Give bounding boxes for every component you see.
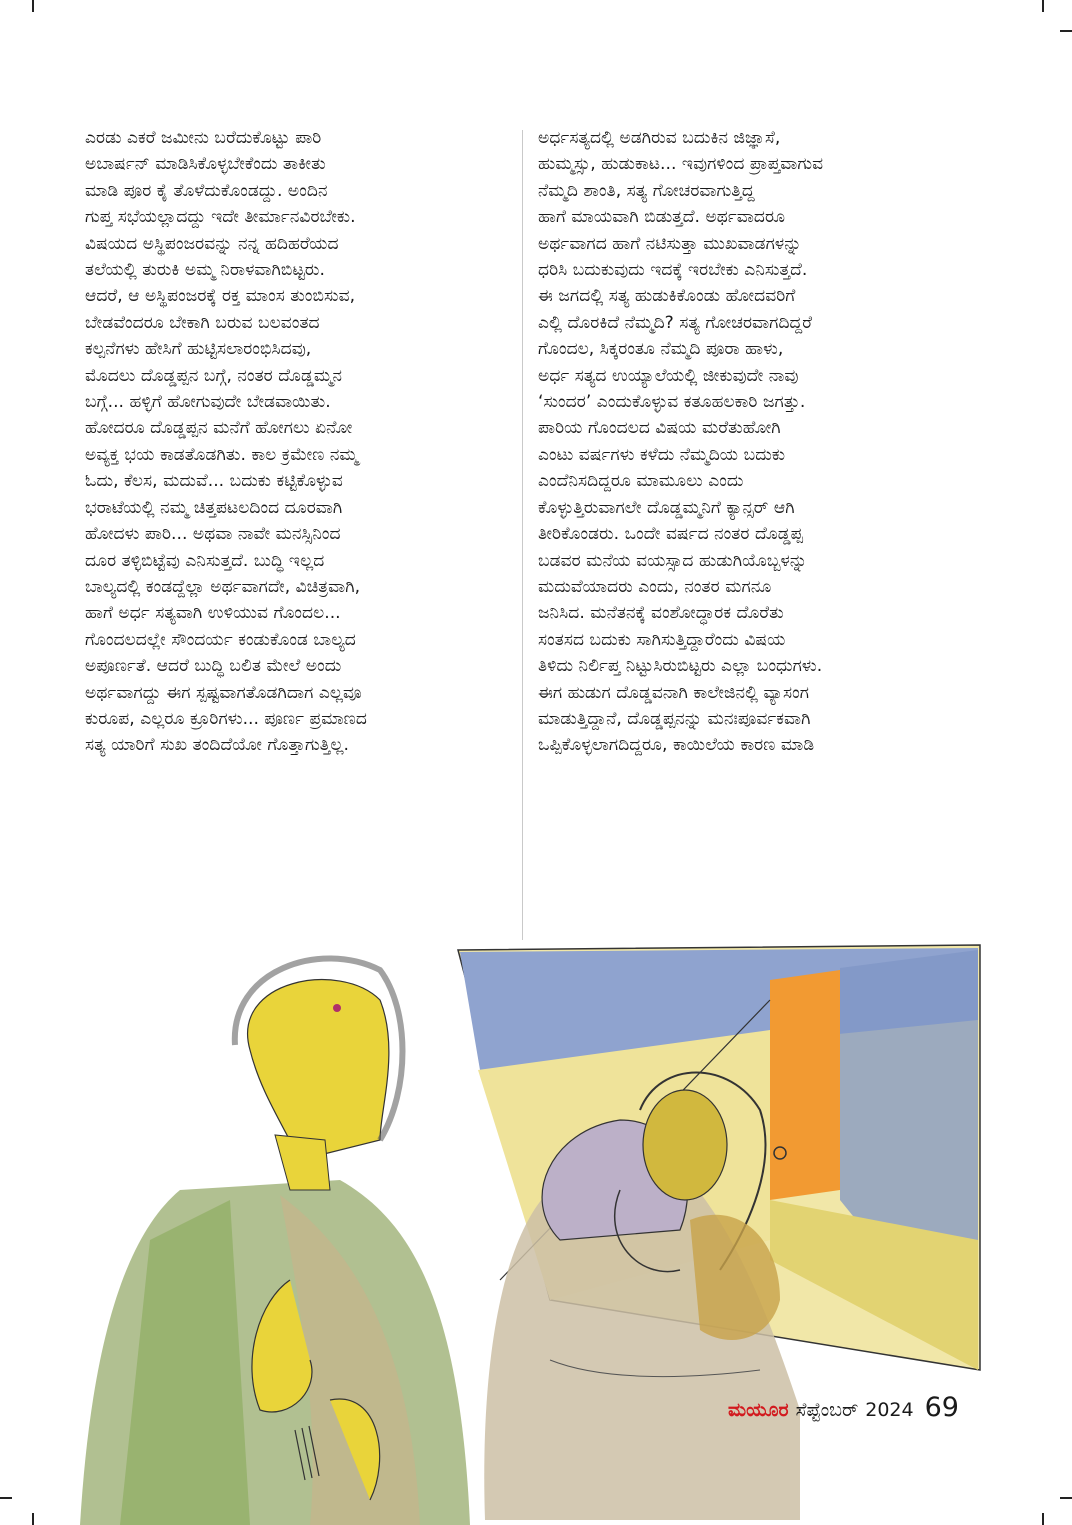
text-line: ಕಲ್ಪನೆಗಳು ಹೇಸಿಗೆ ಹುಟ್ಟಿಸಲಾರಂಭಿಸಿದವು, [85,339,312,360]
text-line: ದೂರ ತಳ್ಳಿಬಿಟ್ಟೆವು ಎನಿಸುತ್ತದೆ. ಬುದ್ಧಿ ಇಲ್ಲದ [85,550,325,571]
text-line: ಹೋದಳು ಪಾರಿ... ಅಥವಾ ನಾವೇ ಮನಸ್ಸಿನಿಂದ [85,524,341,545]
text-line: ಮದುವೆಯಾದರು ಎಂದು, ನಂತರ ಮಗನೂ [538,576,772,597]
text-line: ಜನಿಸಿದ. ಮನೆತನಕ್ಕೆ ವಂಶೋದ್ಧಾರಕ ದೊರೆತು [538,603,784,624]
crop-mark-right-upper [1060,30,1072,32]
text-line: ತಿಳಿದು ನಿರ್ಲಿಪ್ತ ನಿಟ್ಟುಸಿರುಬಿಟ್ಟರು ಎಲ್ಲಾ ಬಂಧುಗಳು. [538,656,823,677]
text-line: ಅರ್ಥವಾಗದ ಹಾಗೆ ನಟಿಸುತ್ತಾ ಮುಖವಾಡಗಳನ್ನು [538,233,802,254]
column-divider [522,130,523,940]
text-line: ಬಡವರ ಮನೆಯ ವಯಸ್ಸಾದ ಹುಡುಗಿಯೊಬ್ಬಳನ್ನು [538,550,808,571]
text-line: ಅರ್ಥವಾಗದ್ದು ಈಗ ಸ್ಪಷ್ಟವಾಗತೊಡಗಿದಾಗ ಎಲ್ಲವೂ [85,682,362,703]
crop-mark-bottom-left [32,1513,34,1525]
crop-mark-left-lower [0,1497,12,1499]
text-line: ಎರಡು ಎಕರೆ ಜಮೀನು ಬರೆದುಕೊಟ್ಟು ಪಾರಿ [85,128,322,148]
text-line: ಒಪ್ಪಿಕೊಳ್ಳಲಾಗದಿದ್ದರೂ, ಕಾಯಿಲೆಯ ಕಾರಣ ಮಾಡಿ [538,735,815,756]
text-line: ಗುಪ್ತ ಸಭೆಯಲ್ಲಾದದ್ದು ಇದೇ ತೀರ್ಮಾನವಿರಬೇಕು. [85,207,356,228]
text-line: ಈ ಜಗದಲ್ಲಿ ಸತ್ಯ ಹುಡುಕಿಕೊಂಡು ಹೋದವರಿಗೆ [538,286,796,307]
crop-mark-top-right [1042,0,1044,12]
page-number: 69 [924,1392,959,1423]
text-line: ಹಾಗೆ ಅರ್ಧ ಸತ್ಯವಾಗಿ ಉಳಿಯುವ ಗೊಂದಲ... [85,603,341,624]
text-line: ನೆಮ್ಮದಿ ಶಾಂತಿ, ಸತ್ಯ ಗೋಚರವಾಗುತ್ತಿದ್ದ [538,180,755,201]
issue-month: ಸೆಪ್ಟೆಂಬರ್ [795,1399,859,1421]
text-line: ಹುಮ್ಮಸ್ಸು, ಹುಡುಕಾಟ... ಇವುಗಳಿಂದ ಪ್ರಾಪ್ತವಾಗುವ [538,154,824,175]
text-line: ಸತ್ಯ ಯಾರಿಗೆ ಸುಖ ತಂದಿದೆಯೋ ಗೊತ್ತಾಗುತ್ತಿಲ್ಲ. [85,735,350,756]
text-line: ಹಾಗೆ ಮಾಯವಾಗಿ ಬಿಡುತ್ತದೆ. ಅರ್ಥವಾದರೂ [538,207,786,228]
text-line: ಆದರೆ, ಆ ಅಸ್ಥಿಪಂಜರಕ್ಕೆ ರಕ್ತ ಮಾಂಸ ತುಂಬಿಸುವ, [85,286,356,307]
text-line: ಬಾಲ್ಯದಲ್ಲಿ ಕಂಡದ್ದೆಲ್ಲಾ ಅರ್ಥವಾಗದೇ, ವಿಚಿತ್ರವಾಗಿ, [85,576,361,597]
text-line: ಕುರೂಪ, ಎಲ್ಲರೂ ಕ್ರೂರಿಗಳು... ಪೂರ್ಣ ಪ್ರಮಾಣದ [85,708,367,729]
text-line: ಬೇಡವೆಂದರೂ ಬೇಕಾಗಿ ಬರುವ ಬಲವಂತದ [85,312,320,333]
crop-mark-right-lower [1060,1497,1072,1499]
text-line: ಕೊಳ್ಳುತ್ತಿರುವಾಗಲೇ ದೊಡ್ಡಮ್ಮನಿಗೆ ಕ್ಯಾನ್ಸರ್ ಆಗಿ [538,497,795,518]
woman-in-sari [80,959,470,1525]
crop-mark-bottom-right [1042,1513,1044,1525]
text-line: ವಿಷಯದ ಅಸ್ಥಿಪಂಜರವನ್ನು ನನ್ನ ಹದಿಹರೆಯದ [85,233,339,254]
illustration-painting [80,940,990,1525]
text-line: ಗೊಂದಲ, ಸಿಕ್ಕರಂತೂ ನೆಮ್ಮದಿ ಪೂರಾ ಹಾಳು, [538,339,784,360]
text-line: ಅಪೂರ್ಣತೆ. ಆದರೆ ಬುದ್ಧಿ ಬಲಿತ ಮೇಲೆ ಅಂದು [85,656,342,677]
text-line: ಭರಾಟೆಯಲ್ಲಿ ನಮ್ಮ ಚಿತ್ತಪಟಲದಿಂದ ದೂರವಾಗಿ [85,497,343,518]
text-line: ಅರ್ಧ ಸತ್ಯದ ಉಯ್ಯಾಲೆಯಲ್ಲಿ ಜೀಕುವುದೇ ನಾವು [538,365,799,386]
page-footer [728,1392,959,1428]
text-line: ಮಾಡುತ್ತಿದ್ದಾನೆ, ದೊಡ್ಡಪ್ಪನನ್ನು ಮನಃಪೂರ್ವಕವಾಗಿ [538,708,811,729]
issue-year: 2024 [865,1399,914,1421]
text-line: ಎಂಟು ವರ್ಷಗಳು ಕಳೆದು ನೆಮ್ಮದಿಯ ಬದುಕು [538,444,786,465]
text-line: ಓದು, ಕೆಲಸ, ಮದುವೆ... ಬದುಕು ಕಟ್ಟಿಕೊಳ್ಳುವ [85,471,343,492]
text-line: ಧರಿಸಿ ಬದುಕುವುದು ಇದಕ್ಕೆ ಇರಬೇಕು ಎನಿಸುತ್ತದೆ. [538,260,808,281]
article-left-column [85,125,517,759]
text-line: ಮಾಡಿ ಪೂರ ಕೈ ತೊಳೆದುಕೊಂಡದ್ದು. ಅಂದಿನ [85,180,328,201]
text-line: ಗೊಂದಲದಲ್ಲೇ ಸೌಂದರ್ಯ ಕಂಡುಕೊಂಡ ಬಾಲ್ಯದ [85,629,356,650]
text-line: ಪಾರಿಯ ಗೊಂದಲದ ವಿಷಯ ಮರೆತುಹೋಗಿ [538,418,781,439]
magazine-name: ಮಯೂರ [728,1399,789,1421]
text-line: ಹೋದರೂ ದೊಡ್ಡಪ್ಪನ ಮನೆಗೆ ಹೋಗಲು ಏನೋ [85,418,353,439]
text-line: ಈಗ ಹುಡುಗ ದೊಡ್ಡವನಾಗಿ ಕಾಲೇಜಿನಲ್ಲಿ ವ್ಯಾಸಂಗ [538,682,810,703]
article-right-column [538,125,970,759]
text-line: ‘ಸುಂದರ’ ಎಂದುಕೊಳ್ಳುವ ಕತೂಹಲಕಾರಿ ಜಗತ್ತು. [538,392,806,413]
text-line: ಮೊದಲು ದೊಡ್ಡಪ್ಪನ ಬಗ್ಗೆ, ನಂತರ ದೊಡ್ಡಮ್ಮನ [85,365,343,386]
text-line: ಬಗ್ಗೆ... ಹಳ್ಳಿಗೆ ಹೋಗುವುದೇ ಬೇಡವಾಯಿತು. [85,392,331,413]
text-line: ಸಂತಸದ ಬದುಕು ಸಾಗಿಸುತ್ತಿದ್ದಾರೆಂದು ವಿಷಯ [538,629,786,650]
text-line: ಎಂದೆನಿಸದಿದ್ದರೂ ಮಾಮೂಲು ಎಂದು [538,471,744,492]
text-line: ತೀರಿಕೊಂಡರು. ಒಂದೇ ವರ್ಷದ ನಂತರ ದೊಡ್ಡಪ್ಪ [538,524,803,545]
text-line: ತಲೆಯಲ್ಲಿ ತುರುಕಿ ಅಮ್ಮ ನಿರಾಳವಾಗಿಬಿಟ್ಟರು. [85,260,325,281]
text-line: ಅಬಾರ್ಷನ್ ಮಾಡಿಸಿಕೊಳ್ಳಬೇಕೆಂದು ತಾಕೀತು [85,154,326,175]
crop-mark-top-left [32,0,34,12]
text-line: ಎಲ್ಲಿ ದೊರಕಿದೆ ನೆಮ್ಮದಿ? ಸತ್ಯ ಗೋಚರವಾಗದಿದ್ದರೆ [538,312,813,333]
text-line: ಅರ್ಧಸತ್ಯದಲ್ಲಿ ಅಡಗಿರುವ ಬದುಕಿನ ಜಿಜ್ಞಾಸೆ, [538,128,781,148]
text-line: ಅವ್ಯಕ್ತ ಭಯ ಕಾಡತೊಡಗಿತು. ಕಾಲ ಕ್ರಮೇಣ ನಮ್ಮ [85,444,359,465]
